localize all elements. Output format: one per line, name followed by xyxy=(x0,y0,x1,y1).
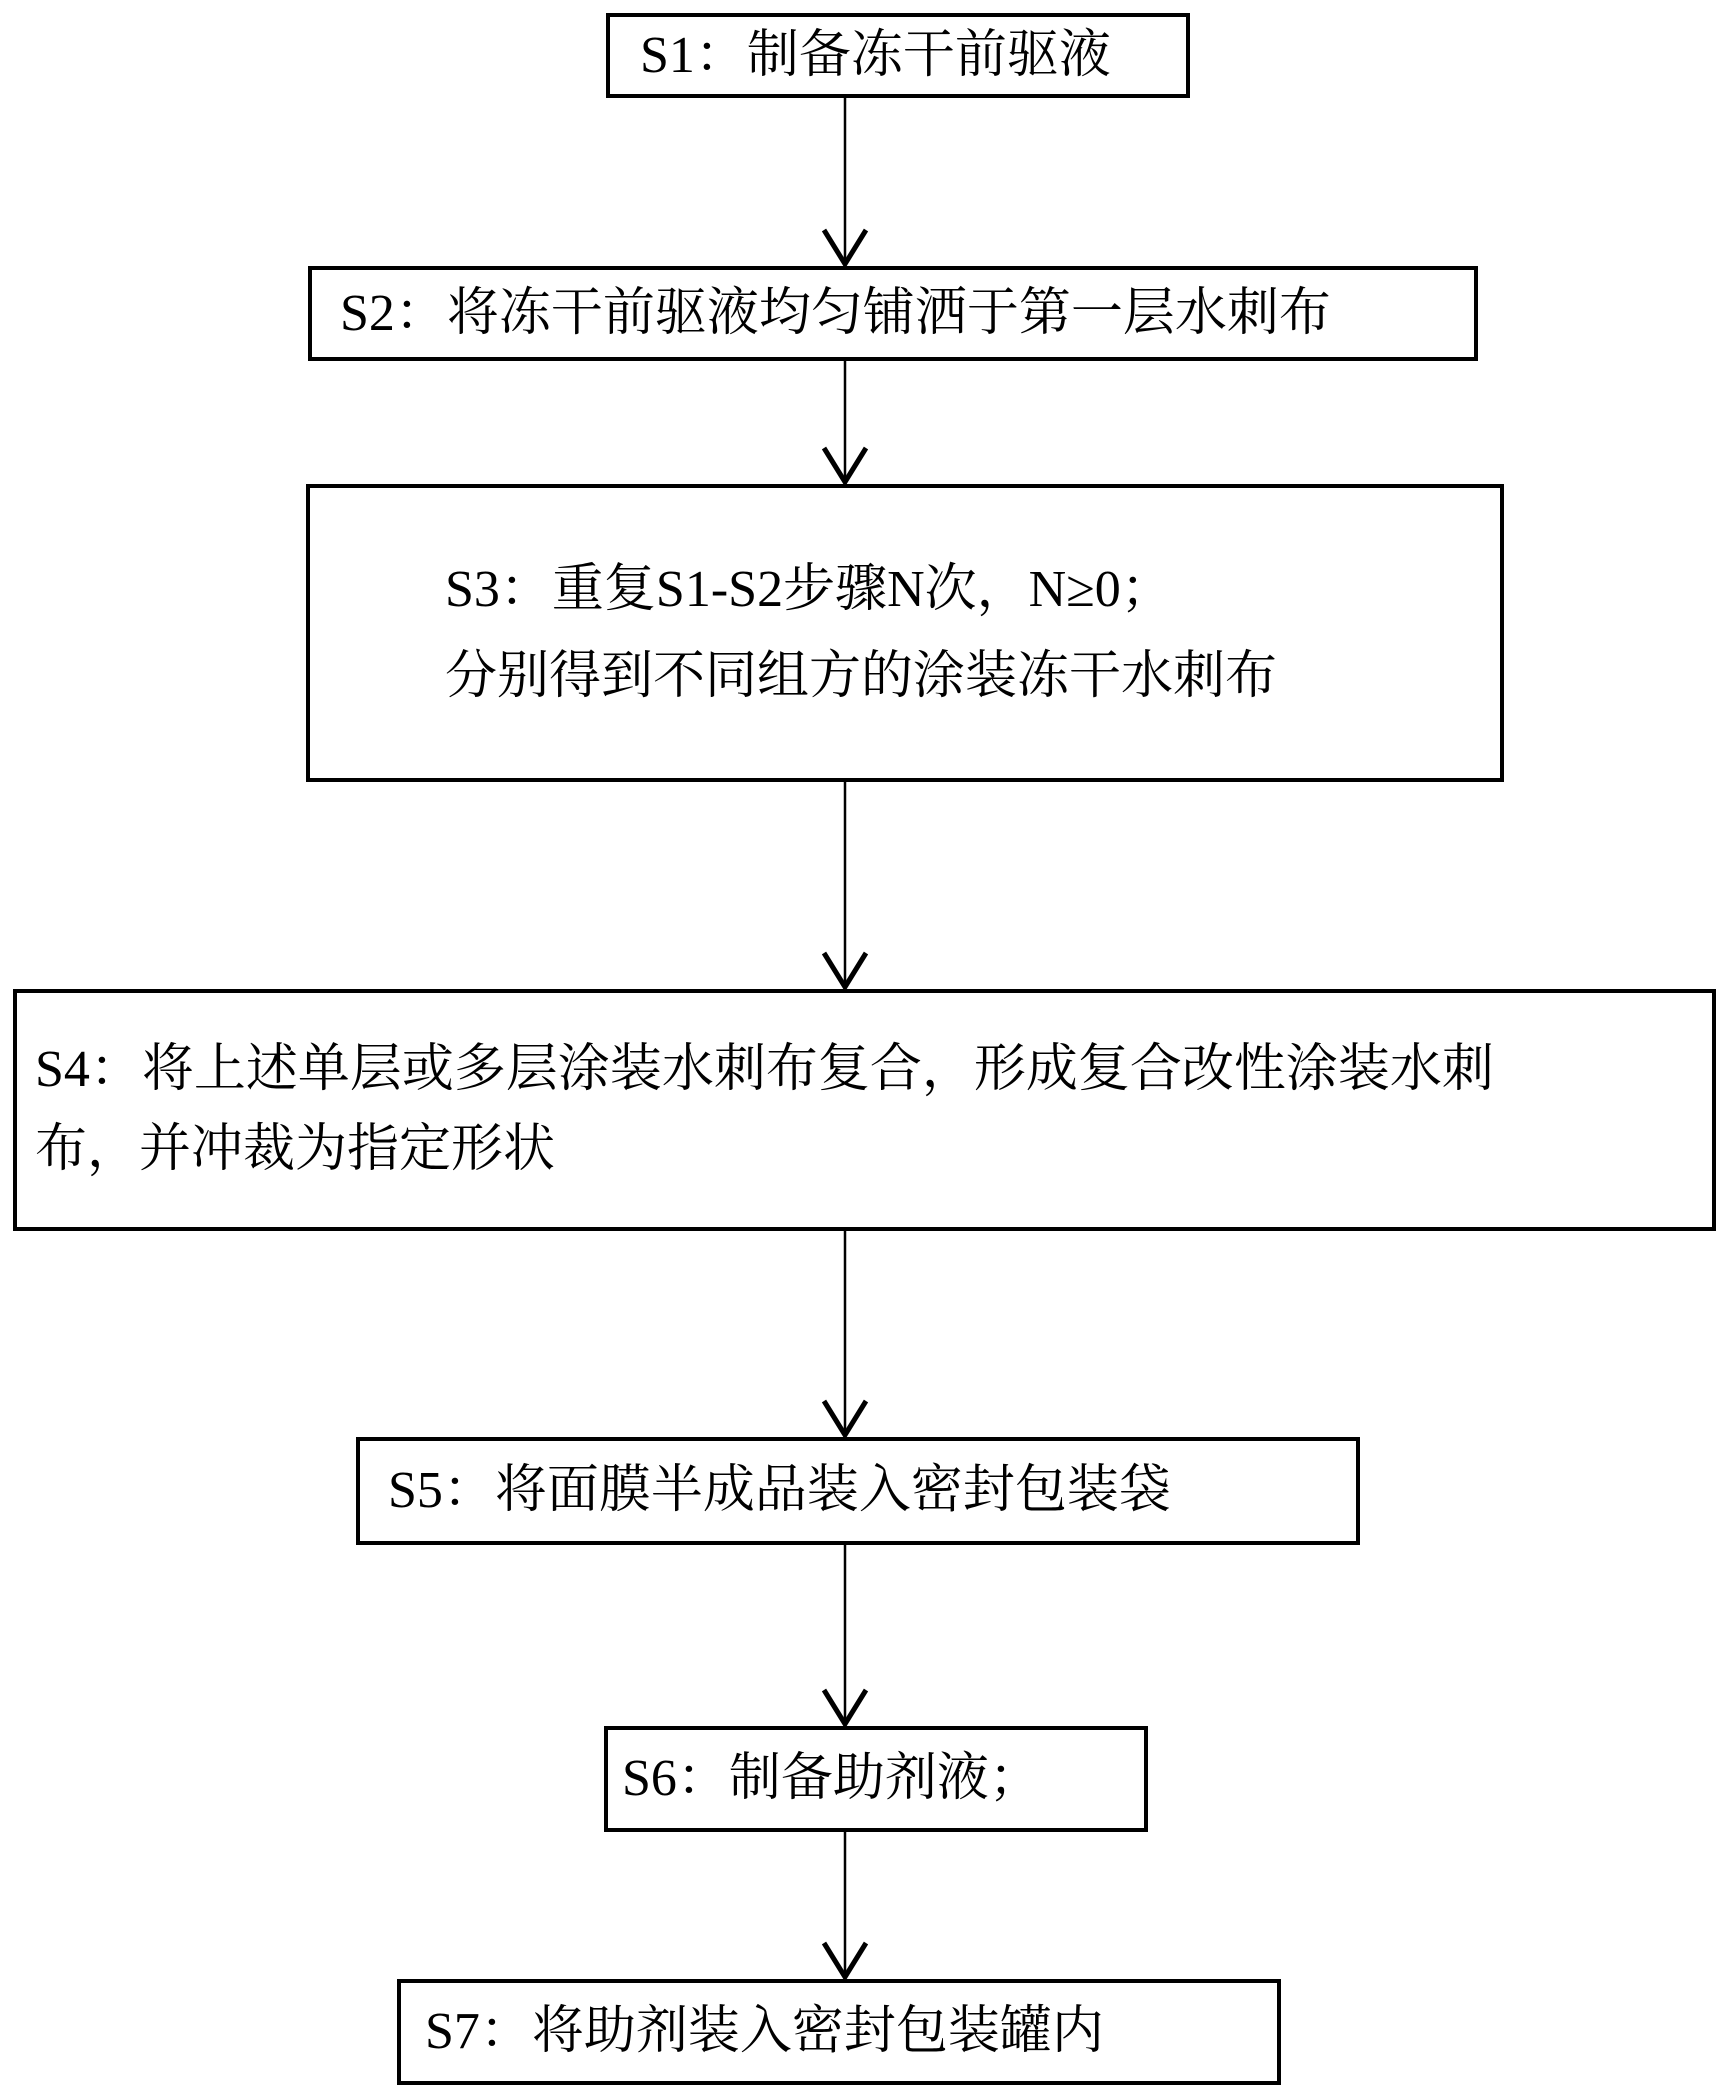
step-s5-text: S5：将面膜半成品装入密封包装袋 xyxy=(388,1462,1171,1519)
step-box-s6 xyxy=(604,1726,1148,1832)
step-s3-text-line1: S3：重复S1-S2步骤N次，N≥0； xyxy=(445,560,1173,618)
step-box-s5 xyxy=(356,1437,1360,1545)
step-box-s4 xyxy=(13,989,1716,1231)
step-box-s3 xyxy=(306,484,1504,782)
arrow-s1-to-s2 xyxy=(824,98,866,264)
step-s2-text: S2：将冻干前驱液均匀铺洒于第一层水刺布 xyxy=(340,284,1331,342)
step-s3-text-line2: 分别得到不同组方的涂装冻干水刺布 xyxy=(445,647,1278,705)
step-box-s1 xyxy=(606,13,1190,98)
arrow-s3-to-s4 xyxy=(824,782,866,987)
arrow-s4-to-s5 xyxy=(824,1231,866,1435)
step-s4-text-line1: S4：将上述单层或多层涂装水刺布复合，形成复合改性涂装水刺 xyxy=(35,1041,1494,1098)
step-s1-text: S1：制备冻干前驱液 xyxy=(640,26,1111,84)
step-box-s2 xyxy=(308,266,1478,361)
step-s6-text: S6：制备助剂液； xyxy=(622,1750,1041,1807)
step-s7-text: S7：将助剂装入密封包装罐内 xyxy=(425,2003,1104,2060)
step-s4-text-line2: 布，并冲裁为指定形状 xyxy=(35,1121,556,1178)
arrow-s5-to-s6 xyxy=(824,1545,866,1724)
step-box-s7 xyxy=(397,1979,1281,2085)
arrow-s2-to-s3 xyxy=(824,361,866,482)
arrow-s6-to-s7 xyxy=(824,1832,866,1977)
